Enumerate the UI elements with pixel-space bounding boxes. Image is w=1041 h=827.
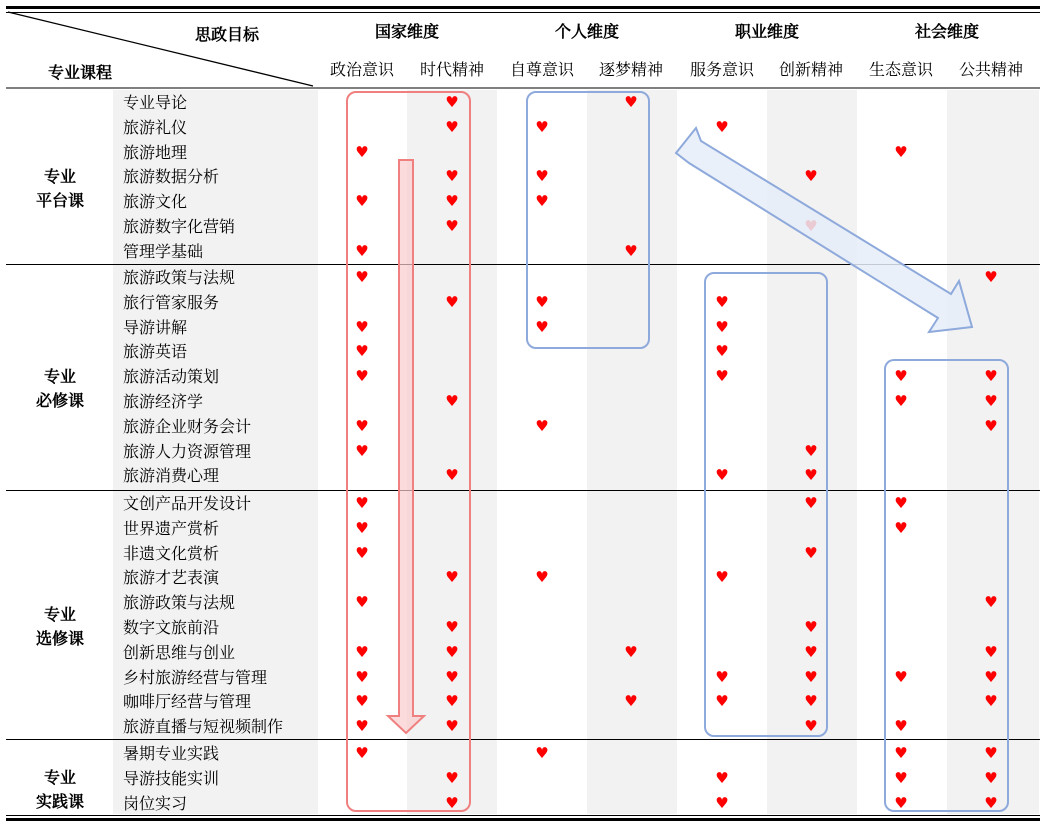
heart-icon: ♥ xyxy=(355,342,369,361)
heart-icon: ♥ xyxy=(984,793,998,812)
heart-icon: ♥ xyxy=(894,768,908,787)
sub-dimension-header: 自尊意识 xyxy=(509,60,574,79)
personal-dimension-box xyxy=(527,92,649,348)
heart-icon: ♥ xyxy=(715,568,729,587)
heart-icon: ♥ xyxy=(715,367,729,386)
course-name: 旅游数字化营销 xyxy=(123,217,236,236)
heart-icon: ♥ xyxy=(355,543,369,562)
heart-icon: ♥ xyxy=(894,744,908,762)
sub-dimension-header: 时代精神 xyxy=(419,60,484,79)
heart-icon: ♥ xyxy=(984,667,998,686)
heart-icon: ♥ xyxy=(624,642,638,661)
heart-icon: ♥ xyxy=(355,241,369,260)
heart-icon: ♥ xyxy=(445,292,459,311)
category-label-line: 专业 xyxy=(43,366,76,386)
heart-icon: ♥ xyxy=(894,142,908,161)
course-name: 旅游企业财务会计 xyxy=(123,416,252,436)
sub-dimension-header: 生态意识 xyxy=(868,60,933,79)
dimension-header: 职业维度 xyxy=(734,22,799,41)
heart-icon: ♥ xyxy=(445,793,459,812)
heart-icon: ♥ xyxy=(445,768,459,787)
course-name: 导游讲解 xyxy=(123,317,188,337)
course-name: 旅游文化 xyxy=(123,192,188,212)
dimension-header: 社会维度 xyxy=(914,22,979,41)
heart-icon: ♥ xyxy=(355,317,369,336)
heart-icon: ♥ xyxy=(445,392,459,410)
heart-icon: ♥ xyxy=(535,568,549,587)
heart-icon: ♥ xyxy=(894,717,908,736)
heart-icon: ♥ xyxy=(984,744,998,762)
course-name: 非遗文化赏析 xyxy=(123,543,220,563)
dimension-header: 个人维度 xyxy=(554,22,619,41)
heart-icon: ♥ xyxy=(894,392,908,410)
course-name: 旅行管家服务 xyxy=(123,292,220,312)
heart-icon: ♥ xyxy=(984,768,998,787)
course-name: 乡村旅游经营与管理 xyxy=(123,667,268,687)
heart-icon: ♥ xyxy=(355,667,369,686)
heart-icon: ♥ xyxy=(535,192,549,211)
heart-icon: ♥ xyxy=(984,268,998,286)
course-name: 创新思维与创业 xyxy=(123,642,236,662)
heart-icon: ♥ xyxy=(804,466,818,485)
heart-icon: ♥ xyxy=(355,692,369,711)
course-name: 世界遗产赏析 xyxy=(123,518,220,538)
heart-icon: ♥ xyxy=(445,466,459,485)
heart-icon: ♥ xyxy=(804,642,818,661)
course-name: 旅游礼仪 xyxy=(123,117,188,137)
heart-icon: ♥ xyxy=(355,142,369,161)
sub-dimension-header: 政治意识 xyxy=(329,60,394,79)
heart-icon: ♥ xyxy=(624,692,638,711)
course-name: 导游技能实训 xyxy=(123,768,220,788)
course-name: 专业导论 xyxy=(123,93,188,112)
course-label: 专业课程 xyxy=(48,63,113,82)
heart-icon: ♥ xyxy=(715,793,729,812)
heart-icon: ♥ xyxy=(804,667,818,686)
heart-icon: ♥ xyxy=(355,642,369,661)
heart-icon: ♥ xyxy=(355,416,369,435)
course-name: 旅游地理 xyxy=(123,142,188,162)
heart-icon: ♥ xyxy=(804,543,818,562)
course-name: 数字文旅前沿 xyxy=(123,618,220,637)
heart-icon: ♥ xyxy=(535,416,549,435)
heart-icon: ♥ xyxy=(715,692,729,711)
heart-icon: ♥ xyxy=(355,441,369,460)
heart-icon: ♥ xyxy=(445,117,459,136)
course-name: 旅游才艺表演 xyxy=(123,568,220,588)
heart-icon: ♥ xyxy=(894,367,908,386)
heart-icon: ♥ xyxy=(804,692,818,711)
heart-icon: ♥ xyxy=(535,292,549,311)
heart-icon: ♥ xyxy=(355,192,369,211)
heart-icon: ♥ xyxy=(715,342,729,361)
category-label-line: 专业 xyxy=(43,768,76,788)
heart-icon: ♥ xyxy=(715,292,729,311)
heart-icon: ♥ xyxy=(715,768,729,787)
heart-icon: ♥ xyxy=(355,593,369,612)
course-name: 管理学基础 xyxy=(123,241,204,261)
goal-label: 思政目标 xyxy=(195,25,260,44)
heart-icon: ♥ xyxy=(894,518,908,537)
course-name: 旅游政策与法规 xyxy=(123,593,236,613)
heart-icon: ♥ xyxy=(355,367,369,386)
heart-icon: ♥ xyxy=(894,494,908,512)
heart-icon: ♥ xyxy=(984,392,998,410)
heart-icon: ♥ xyxy=(445,642,459,661)
heart-icon: ♥ xyxy=(535,744,549,762)
heart-icon: ♥ xyxy=(445,167,459,186)
heart-icon: ♥ xyxy=(624,93,638,111)
course-name: 旅游政策与法规 xyxy=(123,268,236,287)
course-name: 旅游数据分析 xyxy=(123,167,220,187)
sub-dimension-header: 创新精神 xyxy=(778,60,843,79)
course-name: 文创产品开发设计 xyxy=(123,494,252,513)
heart-icon: ♥ xyxy=(445,217,459,235)
heart-icon: ♥ xyxy=(804,618,818,636)
heart-icon: ♥ xyxy=(445,692,459,711)
heart-icon: ♥ xyxy=(984,367,998,386)
heart-icon: ♥ xyxy=(804,717,818,736)
heart-icon: ♥ xyxy=(984,642,998,661)
course-name: 旅游人力资源管理 xyxy=(123,441,252,461)
diagonal-header-line xyxy=(8,12,313,86)
heart-icon: ♥ xyxy=(535,117,549,136)
category-label-line: 选修课 xyxy=(35,629,84,648)
heart-icon: ♥ xyxy=(715,117,729,136)
heart-icon: ♥ xyxy=(715,317,729,336)
heart-icon: ♥ xyxy=(715,667,729,686)
category-label-line: 专业 xyxy=(43,605,76,624)
heart-icon: ♥ xyxy=(355,717,369,736)
category-label-line: 实践课 xyxy=(35,792,84,812)
heart-icon: ♥ xyxy=(984,692,998,711)
course-name: 旅游消费心理 xyxy=(123,466,220,486)
course-name: 咖啡厅经营与管理 xyxy=(123,692,252,712)
heart-icon: ♥ xyxy=(804,441,818,460)
heart-icon: ♥ xyxy=(894,793,908,812)
heart-icon: ♥ xyxy=(355,268,369,286)
sub-dimension-header: 逐梦精神 xyxy=(598,60,663,79)
heart-icon: ♥ xyxy=(445,618,459,636)
course-name: 旅游活动策划 xyxy=(123,367,220,387)
category-label-line: 必修课 xyxy=(35,390,84,410)
heart-icon: ♥ xyxy=(355,518,369,537)
heart-icon: ♥ xyxy=(894,667,908,686)
heart-icon: ♥ xyxy=(804,494,818,512)
professional-dimension-box xyxy=(705,273,827,736)
heart-icon: ♥ xyxy=(535,317,549,336)
heart-icon: ♥ xyxy=(804,167,818,186)
heart-icon: ♥ xyxy=(445,717,459,736)
diagonal-arrow xyxy=(676,128,972,336)
heart-icon: ♥ xyxy=(984,416,998,435)
category-label-line: 平台课 xyxy=(35,190,84,210)
sub-dimension-header: 公共精神 xyxy=(958,60,1023,79)
course-name: 岗位实习 xyxy=(123,793,188,813)
heart-icon: ♥ xyxy=(445,568,459,587)
course-name: 暑期专业实践 xyxy=(123,744,220,763)
heart-icon: ♥ xyxy=(355,744,369,762)
sub-dimension-header: 服务意识 xyxy=(689,60,754,79)
heart-icon: ♥ xyxy=(445,93,459,111)
social-dimension-box xyxy=(885,360,1008,811)
down-arrow xyxy=(388,160,424,733)
heart-icon: ♥ xyxy=(445,667,459,686)
dimension-header: 国家维度 xyxy=(374,22,439,41)
heart-icon: ♥ xyxy=(624,241,638,260)
course-name: 旅游直播与短视频制作 xyxy=(123,717,284,737)
category-label-line: 专业 xyxy=(43,166,76,186)
heart-icon: ♥ xyxy=(984,593,998,612)
course-name: 旅游经济学 xyxy=(123,392,204,411)
course-name: 旅游英语 xyxy=(123,342,188,362)
heart-icon: ♥ xyxy=(355,494,369,512)
heart-icon: ♥ xyxy=(445,192,459,211)
heart-icon: ♥ xyxy=(535,167,549,186)
heart-icon: ♥ xyxy=(715,466,729,485)
